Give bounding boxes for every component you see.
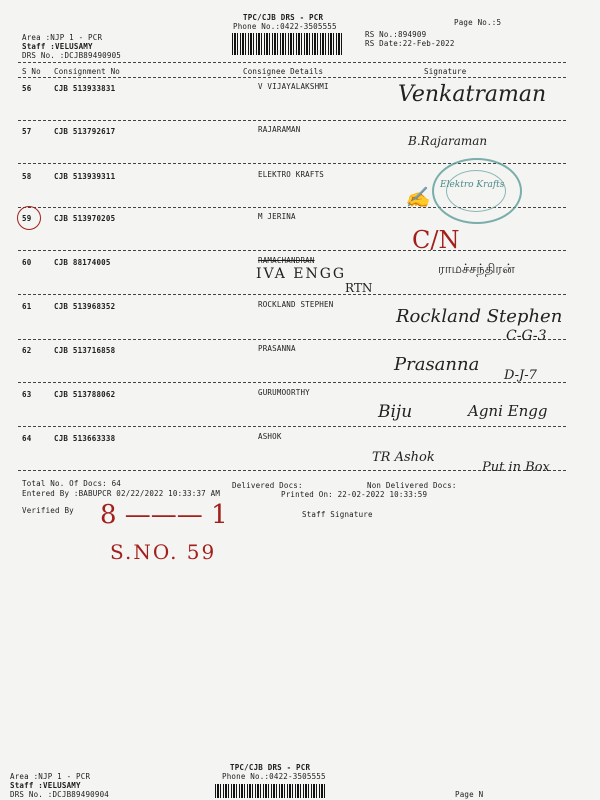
row-consignment: CJB 513968352 xyxy=(54,302,116,311)
non-delivered-docs: Non Delivered Docs: xyxy=(367,481,457,490)
row-consignee: RAMACHANDRAN xyxy=(258,256,315,265)
row-consignment: CJB 513933831 xyxy=(54,84,116,93)
row-sno: 62 xyxy=(22,346,32,355)
row-sno: 64 xyxy=(22,434,32,443)
row-consignee: V VIJAYALAKSHMI xyxy=(258,82,329,91)
serial-number-note: S.NO. 59 xyxy=(110,540,217,564)
next-area-label: Area :NJP 1 - PCR xyxy=(10,772,91,781)
total-docs: Total No. Of Docs: 64 xyxy=(22,479,122,488)
signature-57: B.Rajaraman xyxy=(408,134,488,148)
highlight-circle xyxy=(17,206,41,230)
signature-61-code: C-G-3 xyxy=(506,328,547,344)
signature-61: Rockland Stephen xyxy=(396,306,563,327)
row-sno: 63 xyxy=(22,390,32,399)
signature-60: ராமச்சந்திரன் xyxy=(438,262,515,277)
col-signature: Signature xyxy=(424,67,467,76)
page-number: Page No.:5 xyxy=(454,18,502,27)
verified-by-label: Verified By xyxy=(22,506,74,515)
entered-by: Entered By :BABUPCR 02/22/2022 10:33:37 AM xyxy=(22,489,221,498)
row-consignment: CJB 513663338 xyxy=(54,434,116,443)
rs-date: RS Date:22-Feb-2022 xyxy=(365,39,455,48)
row-consignment: CJB 513939311 xyxy=(54,172,116,181)
signature-58: ✍ xyxy=(405,185,430,209)
note-60-return: RTN xyxy=(345,281,373,295)
divider xyxy=(18,426,566,427)
note-60-company: IVA ENGG xyxy=(256,266,347,282)
row-consignment: CJB 513792617 xyxy=(54,127,116,136)
phone-number: Phone No.:0422-3505555 xyxy=(233,22,337,31)
signature-56: Venkatraman xyxy=(398,82,547,107)
next-drs-number: DRS No. :DCJB89490904 xyxy=(10,790,110,799)
divider xyxy=(18,120,566,121)
divider xyxy=(18,382,566,383)
row-consignment: CJB 88174005 xyxy=(54,258,111,267)
delivered-docs: Delivered Docs: xyxy=(232,481,303,490)
staff-label: Staff :VELUSAMY xyxy=(22,42,93,51)
signature-64: TR Ashok xyxy=(372,450,435,465)
company-stamp-inner xyxy=(446,170,506,212)
row-consignment: CJB 513788062 xyxy=(54,390,116,399)
row-sno: 61 xyxy=(22,302,32,311)
row-sno: 57 xyxy=(22,127,32,136)
verified-count: 8 ——— 1 xyxy=(100,500,228,530)
row-consignment: CJB 513716858 xyxy=(54,346,116,355)
col-consignee: Consignee Details xyxy=(243,67,324,76)
staff-signature-label: Staff Signature xyxy=(302,510,373,519)
row-sno: 58 xyxy=(22,172,32,181)
stamp-text: Elektro Krafts xyxy=(440,180,505,190)
row-sno: 59 xyxy=(22,214,32,223)
signature-63-company: Agni Engg xyxy=(468,402,548,420)
col-consignment: Consignment No xyxy=(54,67,121,76)
divider xyxy=(18,62,566,63)
next-barcode xyxy=(215,784,325,798)
next-page-number: Page N xyxy=(455,790,484,799)
area-label: Area :NJP 1 - PCR xyxy=(22,33,103,42)
row-consignee: M JERINA xyxy=(258,212,296,221)
next-phone-number: Phone No.:0422-3505555 xyxy=(222,772,326,781)
signature-62: Prasanna xyxy=(394,354,480,375)
signature-63: Biju xyxy=(378,402,413,422)
row-consignee: GURUMOORTHY xyxy=(258,388,310,397)
divider xyxy=(18,250,566,251)
row-consignee: RAJARAMAN xyxy=(258,125,301,134)
signature-62-code: D-J-7 xyxy=(504,368,537,383)
divider xyxy=(18,339,566,340)
rs-number: RS No.:894909 xyxy=(365,30,427,39)
row-consignee: ASHOK xyxy=(258,432,282,441)
next-doc-title: TPC/CJB DRS - PCR xyxy=(230,763,311,772)
row-sno: 56 xyxy=(22,84,32,93)
col-sno: S No xyxy=(22,67,41,76)
divider xyxy=(18,77,566,78)
row-consignment: CJB 513970205 xyxy=(54,214,116,223)
next-staff-label: Staff :VELUSAMY xyxy=(10,781,81,790)
row-sno: 60 xyxy=(22,258,32,267)
row-consignee: ROCKLAND STEPHEN xyxy=(258,300,334,309)
signature-59: C/N xyxy=(412,226,460,254)
note-64-put-in-box: Put in Box xyxy=(482,460,550,475)
row-consignee: ELEKTRO KRAFTS xyxy=(258,170,325,179)
doc-title: TPC/CJB DRS - PCR xyxy=(243,13,324,22)
row-consignee: PRASANNA xyxy=(258,344,296,353)
printed-on: Printed On: 22-02-2022 10:33:59 xyxy=(281,490,428,499)
drs-number: DRS No. :DCJB89490905 xyxy=(22,51,122,60)
divider xyxy=(18,294,566,295)
barcode xyxy=(232,33,342,55)
